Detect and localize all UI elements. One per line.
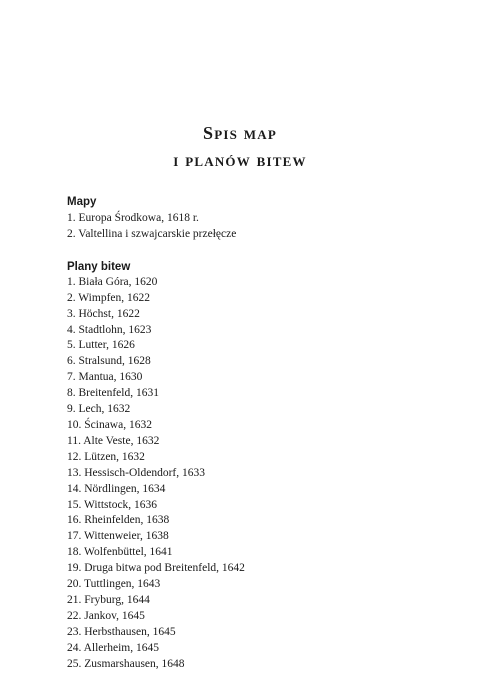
list-item: 1. Biała Góra, 1620 [67,275,158,288]
list-item: 17. Wittenweier, 1638 [67,530,169,543]
list-item: 12. Lützen, 1632 [67,450,145,463]
list-item: 5. Lutter, 1626 [67,339,135,352]
list-item: 11. Alte Veste, 1632 [67,434,160,447]
list-item: 7. Mantua, 1630 [67,371,143,384]
list-item: 20. Tuttlingen, 1643 [67,578,161,591]
list-item: 10. Ścinawa, 1632 [67,418,152,431]
title-line-1: Spis map [203,123,277,143]
list-item: 14. Nördlingen, 1634 [67,482,166,495]
battle-plans-list [67,275,447,673]
battle-plans-section [67,259,447,673]
battle-plans-heading: Plany bitew [67,260,131,273]
list-item: 9. Lech, 1632 [67,403,131,416]
list-item: 18. Wolfenbüttel, 1641 [67,546,173,559]
list-item: 16. Rheinfelden, 1638 [67,514,170,527]
list-item: 15. Wittstock, 1636 [67,498,158,511]
page-title [0,120,480,174]
list-item: 6. Stralsund, 1628 [67,355,151,368]
maps-heading: Mapy [67,196,97,208]
list-item: 3. Höchst, 1622 [67,307,140,320]
list-item: 2. Wimpfen, 1622 [67,291,151,304]
list-item: 22. Jankov, 1645 [67,609,145,622]
list-item: 25. Zusmarshausen, 1648 [67,657,185,670]
title-line-2: i planów bitew [173,150,307,170]
list-item: 23. Herbsthausen, 1645 [67,625,176,638]
list-item: 19. Druga bitwa pod Breitenfeld, 1642 [67,562,245,575]
list-item: 1. Europa Środkowa, 1618 r. [67,212,199,224]
maps-section [67,194,447,243]
list-item: 24. Allerheim, 1645 [67,641,159,654]
list-item: 21. Fryburg, 1644 [67,593,150,606]
table-of-contents [67,194,447,672]
list-item: 13. Hessisch-Oldendorf, 1633 [67,466,205,479]
list-item: 2. Valtellina i szwajcarskie przełęcze [67,227,237,240]
maps-list [67,211,447,243]
list-item: 4. Stadtlohn, 1623 [67,323,152,336]
list-item: 8. Breitenfeld, 1631 [67,387,159,400]
